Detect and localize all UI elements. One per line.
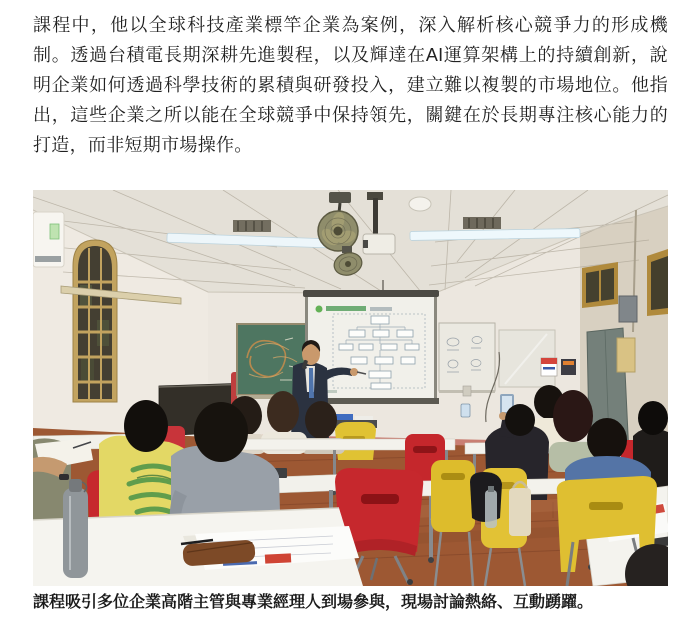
phone-second	[461, 404, 470, 417]
classroom-photo-canvas	[33, 190, 668, 586]
whiteboard	[439, 323, 495, 393]
article-paragraph: 課程中，他以全球科技產業標竿企業為案例，深入解析核心競爭力的形成機制。透過台積電長期深耕先進製程，以及輝達在AI運算架構上的持續創新，說明企業如何透過科學技術的累積與研發投入，建立難以複製的市場地位。他指出，這些企業之所以能在全球競爭中保持領先，關鍵在於長期專注核心能力的打造，而非短期市場操作。	[33, 15, 668, 155]
photo-caption: 課程吸引多位企業高階主管與專業經理人到場參與，現場討論熱絡、互動踴躍。	[33, 594, 594, 611]
air-conditioner	[33, 212, 64, 267]
water-bottle	[63, 479, 88, 578]
arched-window	[73, 240, 117, 402]
classroom-photo	[33, 190, 668, 586]
wall-cabinet	[617, 338, 635, 372]
power-outlet	[463, 386, 471, 396]
ceiling-speaker	[409, 197, 431, 211]
electrical-box	[619, 296, 637, 322]
